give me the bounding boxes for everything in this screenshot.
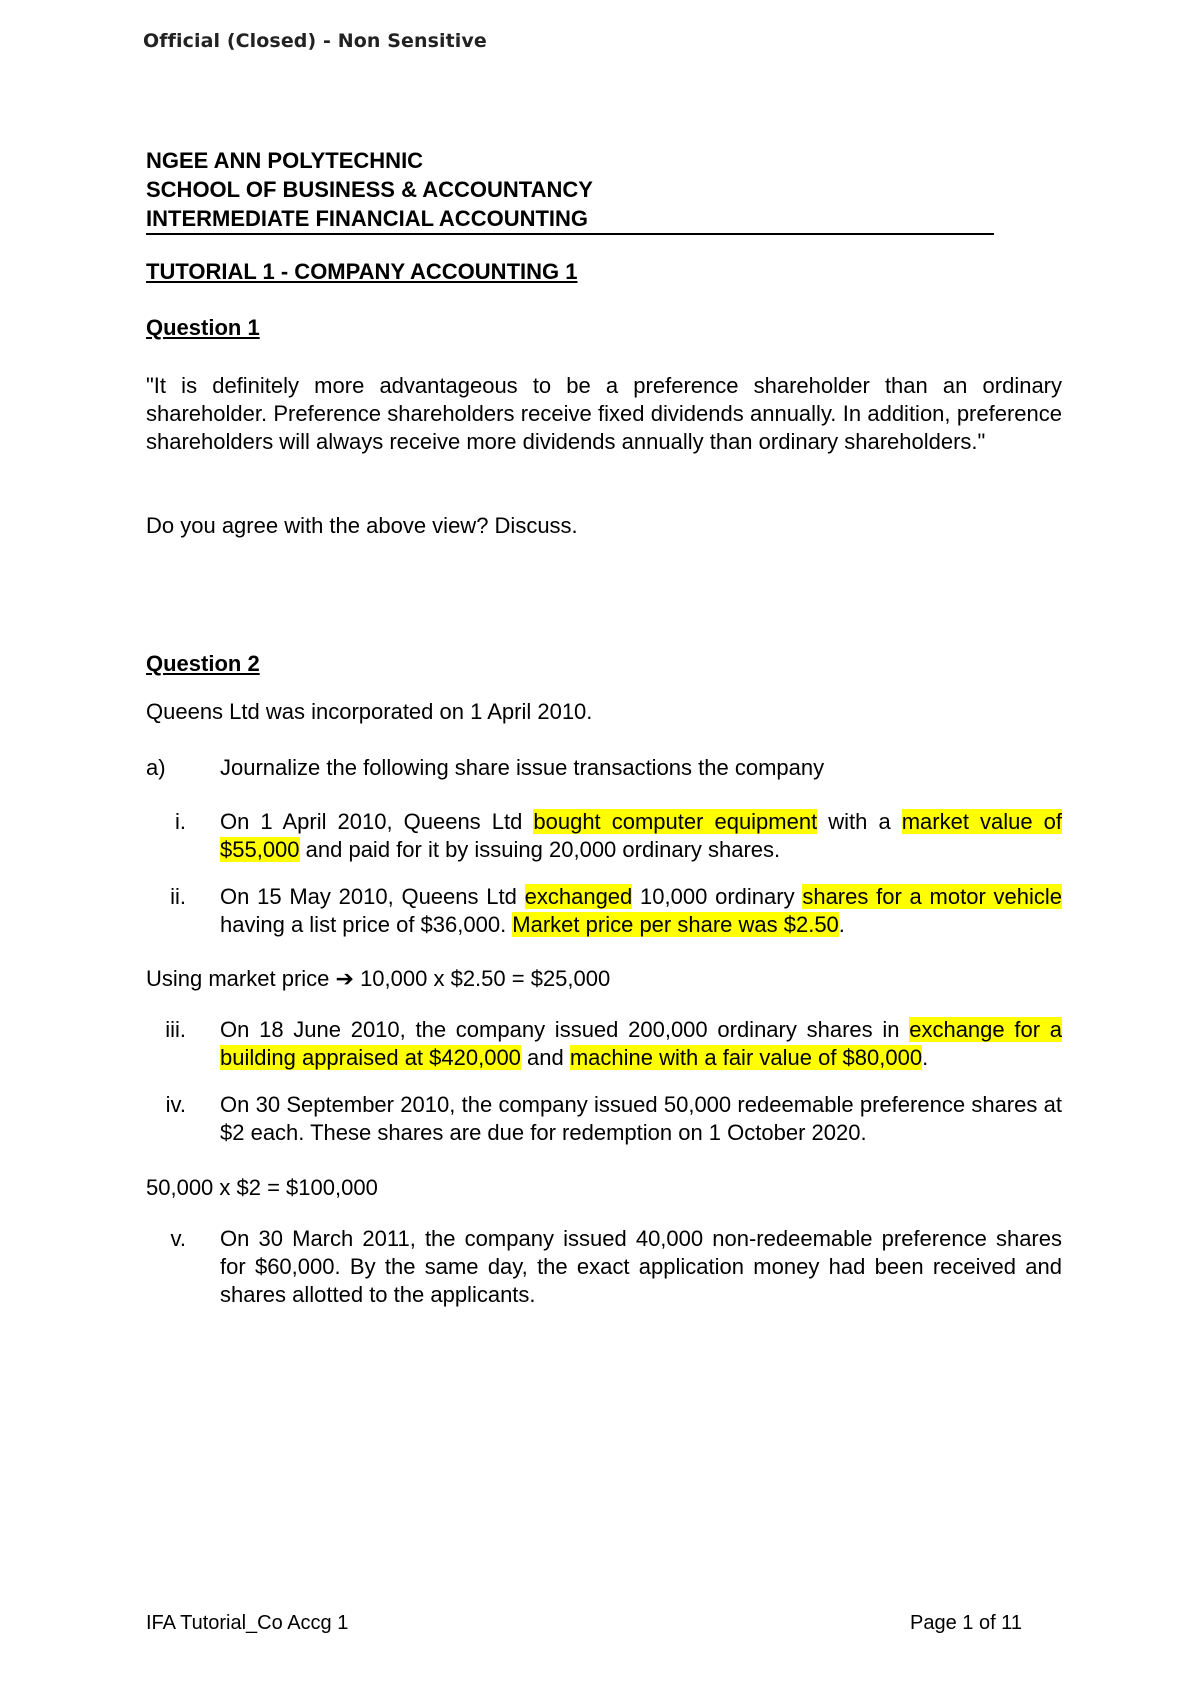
highlight: market value of $55,000 (220, 809, 1063, 862)
question-2-heading: Question 2 (146, 651, 260, 676)
item-i-number: i. (175, 809, 186, 834)
arrow-icon: ➔ (335, 966, 354, 991)
part-a-label: a) (146, 755, 166, 780)
highlight: bought computer equipment (533, 809, 818, 834)
footer-page-number: Page 1 of 11 (910, 1612, 1022, 1634)
highlight: exchange for a building appraised at $420,000 (220, 1017, 1063, 1070)
item-iii-text: On 18 June 2010, the company issued 200,000 ordinary shares in exchange for a building appraised at $420,000 and machine with a fair value of $80,000. (220, 1017, 1063, 1070)
item-iii-number: iii. (165, 1017, 186, 1042)
item-ii-text: On 15 May 2010, Queens Ltd exchanged 10,000 ordinary shares for a motor vehicle having a list price of $36,000. Market price per share was $2.50. (220, 884, 1063, 937)
institution-name: NGEE ANN POLYTECHNIC (146, 148, 424, 173)
footer-doc-name: IFA Tutorial_Co Accg 1 (146, 1612, 349, 1634)
question-1-prompt: Do you agree with the above view? Discuss. (146, 513, 578, 538)
item-i-text: On 1 April 2010, Queens Ltd bought computer equipment with a market value of $55,000 and paid for it by issuing 20,000 ordinary shares. (220, 809, 1063, 862)
highlight: exchanged (524, 884, 633, 909)
item-iv-text: On 30 September 2010, the company issued 50,000 redeemable preference shares at $2 each. These shares are due for redemption on 1 October 2020. (220, 1092, 1062, 1145)
item-v-number: v. (170, 1226, 186, 1251)
question-2-intro: Queens Ltd was incorporated on 1 April 2010. (146, 699, 593, 724)
item-iv-number: iv. (165, 1092, 186, 1117)
question-1-heading: Question 1 (146, 315, 260, 340)
question-1-quote: "It is definitely more advantageous to be a preference shareholder than an ordinary shareholder. Preference shareholders receive fixed dividends annually. In addition, preference shareholders will always receive more dividends annually than ordinary shareholders." (146, 373, 1062, 454)
course-name: INTERMEDIATE FINANCIAL ACCOUNTING (146, 204, 994, 235)
school-name: SCHOOL OF BUSINESS & ACCOUNTANCY (146, 177, 593, 202)
note-ii: Using market price ➔ 10,000 x $2.50 = $25,000 (146, 966, 611, 991)
highlight: machine with a fair value of $80,000 (569, 1045, 923, 1070)
item-ii-number: ii. (170, 884, 186, 909)
highlight: Market price per share was $2.50 (512, 912, 839, 937)
note-iv: 50,000 x $2 = $100,000 (146, 1175, 378, 1200)
part-a-text: Journalize the following share issue transactions the company (220, 755, 825, 780)
document-header (146, 146, 994, 235)
item-v-text: On 30 March 2011, the company issued 40,000 non-redeemable preference shares for $60,000. By the same day, the exact application money had been received and shares allotted to the applicants. (220, 1226, 1062, 1307)
classification-label: Official (Closed) - Non Sensitive (143, 30, 487, 52)
highlight: shares for a motor vehicle (802, 884, 1063, 909)
tutorial-title: TUTORIAL 1 - COMPANY ACCOUNTING 1 (146, 259, 578, 284)
